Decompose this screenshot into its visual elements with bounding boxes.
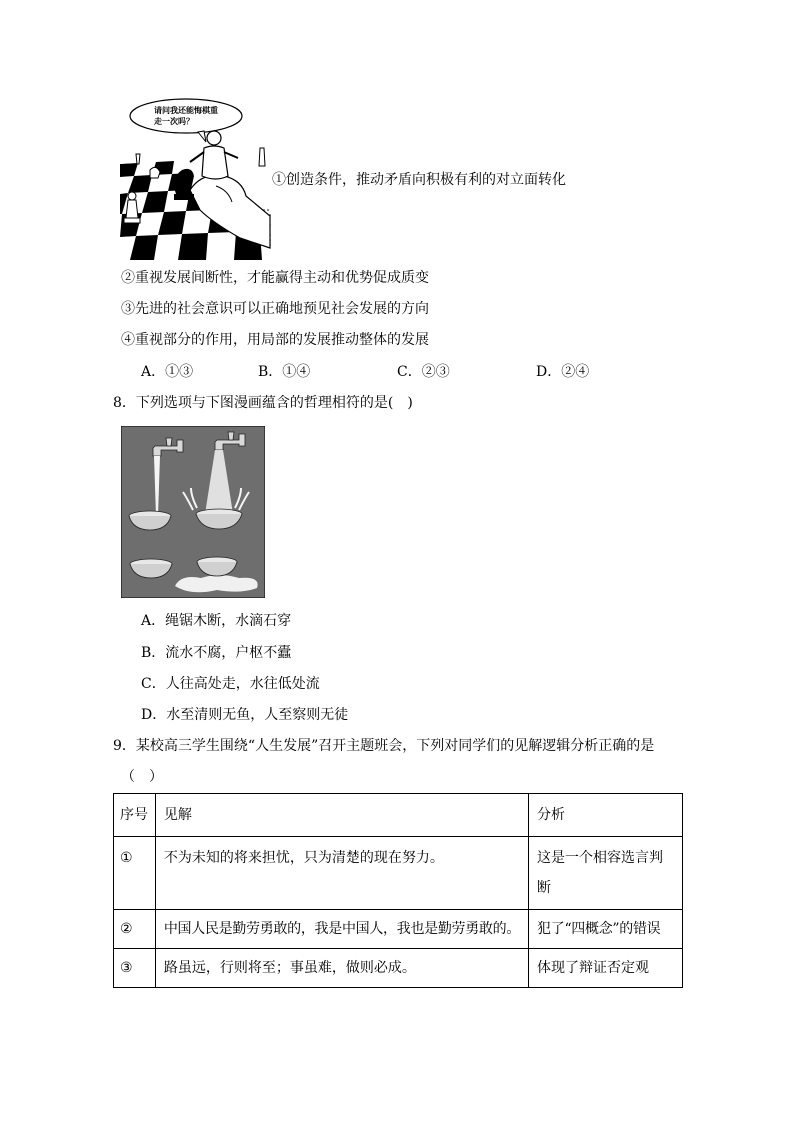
q9-stem: 9．某校高三学生围绕“人生发展”召开主题班会，下列对同学们的见解逻辑分析正确的是 [113, 738, 655, 754]
table-row [114, 910, 683, 949]
row-no: ③ [120, 960, 133, 976]
header-view: 见解 [163, 807, 192, 823]
table-row [114, 949, 683, 988]
table-row [114, 837, 683, 910]
q7-option-b: B．①④ [258, 364, 311, 380]
q7-option-c: C．②③ [397, 364, 450, 380]
row-no: ② [120, 921, 133, 937]
q8-option-d: D．水至清则无鱼，人至察则无徒 [141, 707, 349, 723]
q8-option-c: C．人往高处走，水往低处流 [141, 676, 320, 692]
q7-item-2: ②重视发展间断性，才能赢得主动和优势促成质变 [121, 270, 429, 286]
header-no: 序号 [120, 807, 148, 823]
row-analysis: 犯了“四概念”的错误 [537, 921, 661, 937]
row-analysis: 这是一个相容选言判断 [537, 850, 664, 896]
row-view: 中国人民是勤劳勇敢的，我是中国人，我也是勤劳勇敢的。 [163, 921, 521, 937]
q7-item-4: ④重视部分的作用，用局部的发展推动整体的发展 [121, 332, 429, 348]
q9-stem-paren: （ ） [121, 769, 163, 785]
header-analysis: 分析 [537, 807, 566, 823]
table-header-row [114, 794, 683, 837]
q8-option-a: A．绳锯木断，水滴石穿 [141, 613, 292, 629]
q7-item-3: ③先进的社会意识可以正确地预见社会发展的方向 [121, 301, 429, 317]
q8-stem: 8．下列选项与下图漫画蕴含的哲理相符的是( ) [113, 395, 413, 411]
q9-table [113, 793, 683, 988]
row-view: 路虽远，行则将至；事虽难，做则必成。 [163, 960, 416, 976]
q7-option-d: D．②④ [536, 364, 590, 380]
chess-cartoon [120, 98, 272, 260]
q8-option-b: B．流水不腐，户枢不蠹 [141, 645, 292, 661]
row-analysis: 体现了辩证否定观 [537, 960, 650, 976]
q7-option-a: A．①③ [141, 364, 194, 380]
row-no: ① [120, 850, 133, 866]
speech-bubble-text: 请问我还能悔棋重走一次吗？ [154, 105, 218, 126]
faucet-cartoon [121, 426, 265, 598]
faucet-cartoon-drawing [121, 426, 265, 598]
q7-item-1: ①创造条件，推动矛盾向积极有利的对立面转化 [272, 172, 566, 188]
row-view: 不为未知的将来担忧，只为清楚的现在努力。 [163, 850, 444, 866]
